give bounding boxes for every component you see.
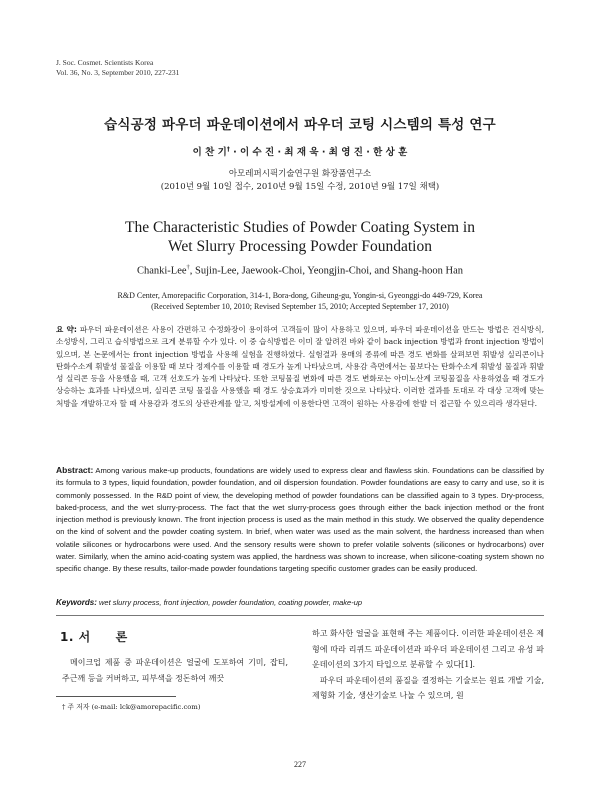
abstract-en-label: Abstract: — [56, 465, 94, 475]
footnote-divider — [56, 696, 176, 697]
journal-name: J. Soc. Cosmet. Scientists Korea — [56, 58, 154, 67]
keywords-label: Keywords: — [56, 598, 97, 607]
abstract-korean — [56, 324, 544, 410]
affiliation-english — [0, 290, 600, 312]
corresponding-author-ko: 이 찬 기 — [192, 147, 227, 158]
authors-korean — [0, 144, 600, 158]
page-number: 227 — [294, 760, 306, 769]
corresponding-mark-en: † — [186, 264, 190, 271]
journal-volume: Vol. 36, No. 3, September 2010, 227-231 — [56, 68, 180, 77]
footnote-corresponding: † 주 저자 (e-mail: lck@amorepacific.com) — [62, 703, 201, 711]
section-divider — [56, 615, 544, 616]
keywords — [56, 598, 362, 607]
intro-left-column: 메이크업 제품 중 파운데이션은 얼굴에 도포하여 기미, 잡티, 주근깨 등을 커버하고, 피부색을 정돈하여 깨끗 — [62, 658, 288, 683]
title-en-line1: The Characteristic Studies of Powder Coating System in — [125, 219, 475, 236]
corresponding-mark: † — [226, 145, 230, 153]
dates-en: (Received September 10, 2010; Revised September 15, 2010; Accepted September 17, 2010) — [151, 302, 449, 311]
section-heading-introduction: 1. 서 론 — [60, 630, 128, 644]
title-korean: 습식공정 파우더 파운데이션에서 파우더 코팅 시스템의 특성 연구 — [104, 117, 496, 133]
co-authors-ko: · 이 수 진 · 최 재 욱 · 최 영 진 · 한 상 훈 — [229, 147, 408, 158]
affiliation-org-ko: 아모레퍼시픽기술연구원 화장품연구소 — [228, 169, 372, 179]
title-en-line2: Wet Slurry Processing Powder Foundation — [168, 238, 432, 255]
intro-right-paragraph-1: 하고 화사한 얼굴을 표현해 주는 제품이다. 이러한 파운데이션은 제형에 따라 리퀴드 파운데이션과 파우더 파운데이션 그리고 유성 파운데이션의 3가지 타입으로 분류할 수 있다[1]. — [312, 629, 544, 669]
corresponding-author-en: Chanki-Lee — [136, 265, 187, 277]
affiliation-korean — [0, 168, 600, 193]
keywords-text: wet slurry process, front injection, powder foundation, coating powder, make-up — [96, 598, 363, 607]
co-authors-en: , Sujin-Lee, Jaewook-Choi, Yeongjin-Choi, and Shang-hoon Han — [189, 265, 464, 277]
affiliation-org-en: R&D Center, Amorepacific Corporation, 314-1, Bora-dong, Giheung-gu, Yongin-si, Gyeonggi-do 449-729, Korea — [117, 291, 483, 300]
authors-english — [0, 264, 600, 277]
dates-ko: (2010년 9월 10일 접수, 2010년 9월 15일 수정, 2010년 9월 17일 채택) — [160, 181, 440, 192]
abstract-english — [56, 464, 544, 576]
journal-header — [56, 58, 179, 78]
abstract-ko-label: 요 약: — [56, 325, 77, 334]
title-english — [0, 218, 600, 256]
abstract-en-text: Among various make-up products, foundations are widely used to express clear and flawless skin. Foundations can be classified by its formula to 3 types, liquid foundation, powder foundation, and oil dispersion foundation. Powder foundations are easy to carry and use, so it is commonly possessed. In the R&D point of view, the developing method of powder foundations can be classified again to 3 types. Dry-process, baked-process, and the wet slurry-process. The fact that the wet slurry-process goes through either the back injection method or the front injection method is previously known. The front injection process is used as the main method in this study. We observed the quality dependence on the kind of solvent and the powder coating system. In brief, when water was used as the main solvent, the hardness increased than when volatile silicones or hydrocarbons were used. And the sensory results were shown to prefer volatile solvents (silicones or hydrocarbons) over water. Similarly, when the amino acid-coating system was applied, the hardness was shown to increase, when silicone-coating system shown no specific change. By these results, tailor-made powder foundations targeting specific customer grades can be easily produced. — [56, 466, 544, 574]
abstract-ko-text: 파우더 파운데이션은 사용이 간편하고 수정화장이 용이하여 고객들이 많이 사용하고 있으며, 파우더 파운데이션을 만드는 방법은 건식방식, 소성방식, 그리고 습식방법으로 크게 분류할 수가 있다. 이 중 습식방법은 이미 잘 알려진 바와 같이 back injection 방법과 front injection 방법이 있으며, 본 논문에서는 front injection 방법을 사용해 실험을 진행하였다. 실험결과 용매의 종류에 따른 경도 변화를 살펴보면 휘발성 실리콘이나 탄화수소계 휘발성 물질을 이용할 때 보다 정제수를 이용할 때 경도가 높게 나타났으며, 사용감 측면에서는 물보다는 탄화수소계 휘발성 물질과 휘발성 실리콘 등을 사용했을 때, 고객 선호도가 높게 나타났다. 또한 코팅물질 변화에 따른 경도 변화로는 아미노산계 코팅물질을 사용하였을 때 경도가 상승하는 효과를 나타냈으며, 실리콘 코팅 물질을 사용했을 때 경도 상승효과가 미미한 것으로 나타났다. 이러한 결과를 토대로 각 대상 고객에 맞는 처방을 개발하고자 할 때 사용감과 경도의 상관관계를 알고, 처방설계에 이용한다면 고객이 원하는 사용감에 한발 더 접근할 수 있으리라 생각된다. — [56, 325, 545, 408]
intro-right-column — [312, 626, 544, 704]
intro-right-paragraph-2: 파우더 파운데이션의 품질을 결정하는 기술로는 원료 개발 기술, 제형화 기술, 생산기술로 나눌 수 있으며, 원 — [312, 675, 544, 700]
